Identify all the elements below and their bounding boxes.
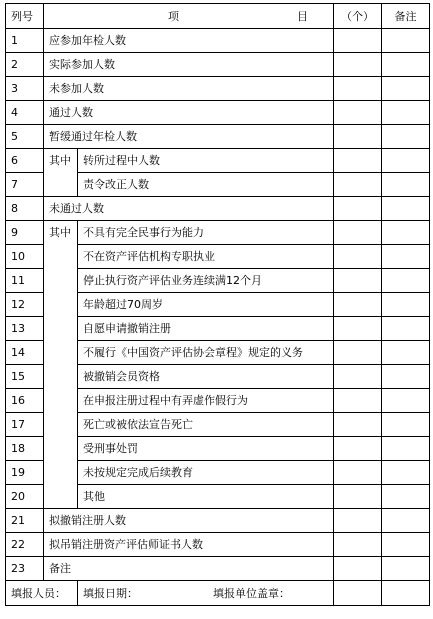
count-cell[interactable] xyxy=(334,341,382,365)
remark-cell[interactable] xyxy=(382,125,430,149)
remark-cell[interactable] xyxy=(382,389,430,413)
table-row xyxy=(6,125,430,149)
item-header-left: 项 xyxy=(168,9,179,23)
remark-cell[interactable] xyxy=(382,245,430,269)
count-cell[interactable] xyxy=(334,269,382,293)
row-number: 22 xyxy=(6,533,44,557)
row-number: 23 xyxy=(6,557,44,581)
sub-group-label: 其中 xyxy=(44,149,78,197)
row-number: 18 xyxy=(6,437,44,461)
remark-cell[interactable] xyxy=(382,221,430,245)
row-label: 转所过程中人数 xyxy=(78,149,334,173)
count-cell[interactable] xyxy=(334,437,382,461)
table-row xyxy=(6,557,430,581)
signature-blank[interactable] xyxy=(334,581,382,606)
row-label: 拟吊销注册资产评估师证书人数 xyxy=(44,533,334,557)
row-label: 实际参加人数 xyxy=(44,53,334,77)
signature-blank[interactable] xyxy=(382,581,430,606)
row-label: 通过人数 xyxy=(44,101,334,125)
row-number: 20 xyxy=(6,485,44,509)
count-cell[interactable] xyxy=(334,197,382,221)
count-cell[interactable] xyxy=(334,221,382,245)
row-label: 其他 xyxy=(78,485,334,509)
count-cell[interactable] xyxy=(334,413,382,437)
count-cell[interactable] xyxy=(334,317,382,341)
row-number: 8 xyxy=(6,197,44,221)
count-cell[interactable] xyxy=(334,461,382,485)
date-seal-cell xyxy=(78,581,334,606)
table-row xyxy=(6,29,430,53)
remark-cell[interactable] xyxy=(382,173,430,197)
remark-cell[interactable] xyxy=(382,533,430,557)
row-label: 受刑事处罚 xyxy=(78,437,334,461)
remark-cell[interactable] xyxy=(382,29,430,53)
remark-column-header: 备注 xyxy=(382,4,430,29)
row-label: 死亡或被依法宣告死亡 xyxy=(78,413,334,437)
count-cell[interactable] xyxy=(334,557,382,581)
row-number: 19 xyxy=(6,461,44,485)
row-number: 13 xyxy=(6,317,44,341)
row-number: 14 xyxy=(6,341,44,365)
row-number: 5 xyxy=(6,125,44,149)
row-number: 4 xyxy=(6,101,44,125)
table-row xyxy=(6,77,430,101)
row-label: 未通过人数 xyxy=(44,197,334,221)
row-number: 15 xyxy=(6,365,44,389)
remark-cell[interactable] xyxy=(382,197,430,221)
row-label: 未按规定完成后续教育 xyxy=(78,461,334,485)
table-row xyxy=(6,221,430,245)
fill-date-label: 填报日期： xyxy=(83,587,138,600)
count-cell[interactable] xyxy=(334,389,382,413)
row-number: 10 xyxy=(6,245,44,269)
row-number: 17 xyxy=(6,413,44,437)
row-number: 3 xyxy=(6,77,44,101)
unit-seal-label: 填报单位盖章： xyxy=(213,587,290,600)
remark-cell[interactable] xyxy=(382,101,430,125)
remark-cell[interactable] xyxy=(382,485,430,509)
item-header-right: 目 xyxy=(297,9,308,23)
row-label: 年龄超过70周岁 xyxy=(78,293,334,317)
row-number: 1 xyxy=(6,29,44,53)
remark-cell[interactable] xyxy=(382,293,430,317)
row-label: 拟撤销注册人数 xyxy=(44,509,334,533)
row-number: 21 xyxy=(6,509,44,533)
signature-row xyxy=(6,581,430,606)
count-cell[interactable] xyxy=(334,149,382,173)
remark-cell[interactable] xyxy=(382,413,430,437)
table-row xyxy=(6,53,430,77)
row-label: 不履行《中国资产评估协会章程》规定的义务 xyxy=(78,341,334,365)
row-label: 不在资产评估机构专职执业 xyxy=(78,245,334,269)
row-number: 16 xyxy=(6,389,44,413)
row-label: 备注 xyxy=(44,557,334,581)
remark-cell[interactable] xyxy=(382,461,430,485)
count-cell[interactable] xyxy=(334,485,382,509)
count-cell[interactable] xyxy=(334,77,382,101)
row-label: 应参加年检人数 xyxy=(44,29,334,53)
count-cell[interactable] xyxy=(334,533,382,557)
count-cell[interactable] xyxy=(334,101,382,125)
row-label: 被撤销会员资格 xyxy=(78,365,334,389)
table-row xyxy=(6,101,430,125)
remark-cell[interactable] xyxy=(382,437,430,461)
item-column-header xyxy=(44,4,334,29)
unit-column-header: （个） xyxy=(334,4,382,29)
row-label: 在申报注册过程中有弄虚作假行为 xyxy=(78,389,334,413)
row-number: 11 xyxy=(6,269,44,293)
remark-cell[interactable] xyxy=(382,53,430,77)
remark-cell[interactable] xyxy=(382,77,430,101)
sub-group-label: 其中 xyxy=(44,221,78,509)
row-number: 7 xyxy=(6,173,44,197)
remark-cell[interactable] xyxy=(382,149,430,173)
table-row xyxy=(6,509,430,533)
row-label: 不具有完全民事行为能力 xyxy=(78,221,334,245)
remark-cell[interactable] xyxy=(382,317,430,341)
row-label: 自愿申请撤销注册 xyxy=(78,317,334,341)
count-cell[interactable] xyxy=(334,173,382,197)
row-number: 9 xyxy=(6,221,44,245)
count-cell[interactable] xyxy=(334,245,382,269)
count-cell[interactable] xyxy=(334,29,382,53)
remark-cell[interactable] xyxy=(382,509,430,533)
registration-statistics-table xyxy=(5,3,430,606)
column-no-header: 列号 xyxy=(6,4,44,29)
row-number: 12 xyxy=(6,293,44,317)
count-cell[interactable] xyxy=(334,125,382,149)
table-header-row xyxy=(6,4,430,29)
remark-cell[interactable] xyxy=(382,557,430,581)
table-row xyxy=(6,197,430,221)
count-cell[interactable] xyxy=(334,293,382,317)
row-number: 6 xyxy=(6,149,44,173)
filler-label: 填报人员： xyxy=(6,581,78,606)
table-row xyxy=(6,533,430,557)
remark-cell[interactable] xyxy=(382,341,430,365)
count-cell[interactable] xyxy=(334,509,382,533)
remark-cell[interactable] xyxy=(382,365,430,389)
row-label: 停止执行资产评估业务连续满12个月 xyxy=(78,269,334,293)
table-row xyxy=(6,149,430,173)
row-label: 暂缓通过年检人数 xyxy=(44,125,334,149)
remark-cell[interactable] xyxy=(382,269,430,293)
count-cell[interactable] xyxy=(334,365,382,389)
count-cell[interactable] xyxy=(334,53,382,77)
row-number: 2 xyxy=(6,53,44,77)
row-label: 责令改正人数 xyxy=(78,173,334,197)
row-label: 未参加人数 xyxy=(44,77,334,101)
